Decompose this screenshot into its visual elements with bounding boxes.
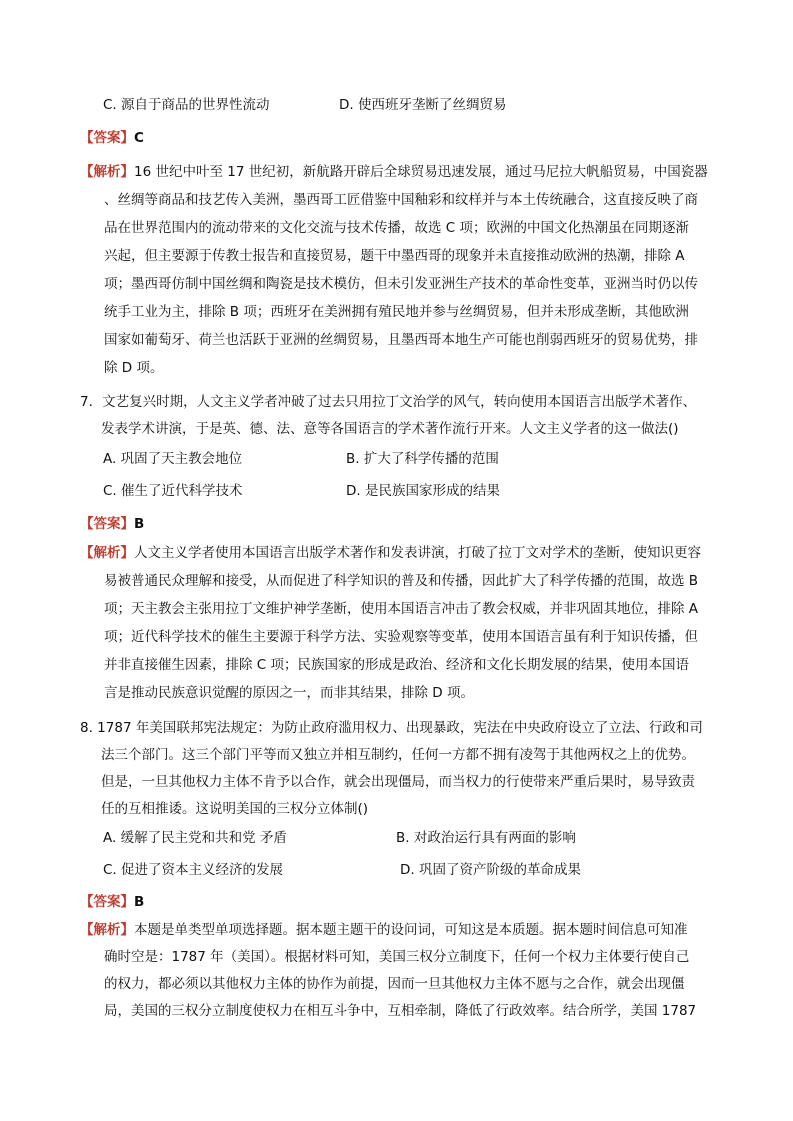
q7-answer-row bbox=[80, 514, 144, 534]
q8-option-c: C. 促进了资本主义经济的发展 bbox=[103, 862, 284, 878]
q8-explanation-line: 局，美国的三权分立制度使权力在相互斗争中，互相牵制，降低了行政效率。结合所学，美国 1787 bbox=[104, 1003, 697, 1019]
q8-explanation-line bbox=[80, 920, 688, 940]
q6-explanation-line bbox=[80, 162, 708, 182]
q6-explanation-line: 项；墨西哥仿制中国丝绸和陶瓷是技术模仿，但未引发亚洲生产技术的革命性变革，亚洲当时仍以传 bbox=[104, 276, 698, 292]
q8-explanation-line: 确时空是：1787 年（美国）。根据材料可知，美国三权分立制度下，任何一个权力主体要行使自己 bbox=[104, 949, 690, 965]
q6-explanation-line: 、丝绸等商品和技艺传入美洲，墨西哥工匠借鉴中国釉彩和纹样并与本土传统融合，这直接反映了商 bbox=[104, 192, 698, 208]
q6-option-d: D. 使西班牙垄断了丝绸贸易 bbox=[339, 97, 507, 113]
answer-tag: 【答案】 bbox=[80, 516, 134, 532]
answer-value: B bbox=[134, 516, 145, 532]
q8-option-a: A. 缓解了民主党和共和党 矛盾 bbox=[103, 830, 287, 846]
q7-explanation-line: 项；天主教会主张用拉丁文维护神学垄断，使用本国语言冲击了教会权威，并非巩固其地位，排除 A bbox=[104, 601, 699, 617]
q7-explanation-line: 言是推动民族意识觉醒的原因之一，而非其结果，排除 D 项。 bbox=[104, 685, 474, 701]
q7-explanation-line: 并非直接催生因素，排除 C 项；民族国家的形成是政治、经济和文化长期发展的结果，使用本国语 bbox=[104, 657, 690, 673]
explanation-tag: 【解析】 bbox=[80, 922, 134, 938]
q8-answer-row bbox=[80, 892, 144, 912]
answer-value: B bbox=[134, 894, 145, 910]
q7-option-d: D. 是民族国家形成的结果 bbox=[346, 483, 500, 499]
q8-stem-line: 任的互相推诿。这说明美国的三权分立体制() bbox=[101, 801, 369, 817]
answer-value: C bbox=[134, 130, 144, 146]
explanation-tag: 【解析】 bbox=[80, 545, 134, 561]
q8-stem-line: 但是，一旦其他权力主体不肯予以合作，就会出现僵局，而当权力的行使带来严重后果时，易导致责 bbox=[101, 774, 695, 790]
explanation-text: 本题是单类型单项选择题。据本题主题干的设问词，可知这是本质题。据本题时间信息可知准 bbox=[134, 922, 688, 938]
q7-option-c: C. 催生了近代科学技术 bbox=[103, 483, 243, 499]
q7-option-a: A. 巩固了天主教会地位 bbox=[103, 451, 243, 467]
answer-tag: 【答案】 bbox=[80, 130, 134, 146]
q8-explanation-line: 的权力，都必须以其他权力主体的协作为前提，因而一旦其他权力主体不愿与之合作，就会出现僵 bbox=[104, 976, 685, 992]
q6-answer-row bbox=[80, 128, 144, 148]
explanation-text: 16 世纪中叶至 17 世纪初，新航路开辟后全球贸易迅速发展，通过马尼拉大帆船贸易，中国瓷器 bbox=[134, 164, 708, 180]
explanation-tag: 【解析】 bbox=[80, 164, 134, 180]
q7-explanation-line: 项；近代科学技术的催生主要源于科学方法、实验观察等变革，使用本国语言虽有利于知识传播，但 bbox=[104, 629, 698, 645]
q6-option-c: C. 源自于商品的世界性流动 bbox=[103, 97, 270, 113]
answer-tag: 【答案】 bbox=[80, 894, 134, 910]
explanation-text: 人文主义学者使用本国语言出版学术著作和发表讲演，打破了拉丁文对学术的垄断，使知识更容 bbox=[134, 545, 701, 561]
q6-explanation-line: 国家如葡萄牙、荷兰也活跃于亚洲的丝绸贸易，且墨西哥本地生产可能也削弱西班牙的贸易优势，排 bbox=[104, 332, 698, 348]
q7-option-b: B. 扩大了科学传播的范围 bbox=[346, 451, 499, 467]
q7-stem-line: 7．文艺复兴时期，人文主义学者冲破了过去只用拉丁文治学的风气，转向使用本国语言出版学术著作、 bbox=[80, 394, 697, 410]
q8-stem-line: 8. 1787 年美国联邦宪法规定：为防止政府滥用权力、出现暴政，宪法在中央政府设立了立法、行政和司 bbox=[80, 720, 703, 736]
q6-explanation-line: 除 D 项。 bbox=[104, 360, 164, 376]
q8-option-b: B. 对政治运行具有两面的影响 bbox=[396, 830, 576, 846]
q7-stem-line: 发表学术讲演，于是英、德、法、意等各国语言的学术著作流行开来。人文主义学者的这一做法() bbox=[101, 421, 679, 437]
q8-stem-line: 法三个部门。这三个部门平等而又独立并相互制约，任何一方都不拥有凌驾于其他两权之上的优势。 bbox=[101, 747, 695, 763]
q6-explanation-line: 统手工业为主，排除 B 项；西班牙在美洲拥有殖民地并参与丝绸贸易，但并未形成垄断，其他欧洲 bbox=[104, 304, 689, 320]
q7-explanation-line bbox=[80, 543, 701, 563]
q6-explanation-line: 品在世界范围内的流动带来的文化交流与技术传播，故选 C 项；欧洲的中国文化热潮虽在同期逐渐 bbox=[104, 220, 690, 236]
q8-option-d: D. 巩固了资产阶级的革命成果 bbox=[400, 862, 581, 878]
q7-explanation-line: 易被普通民众理解和接受，从而促进了科学知识的普及和传播，因此扩大了科学传播的范围，故选 B bbox=[104, 573, 699, 589]
q6-explanation-line: 兴起，但主要源于传教士报告和直接贸易，题干中墨西哥的现象并未直接推动欧洲的热潮，排除 A bbox=[104, 248, 685, 264]
